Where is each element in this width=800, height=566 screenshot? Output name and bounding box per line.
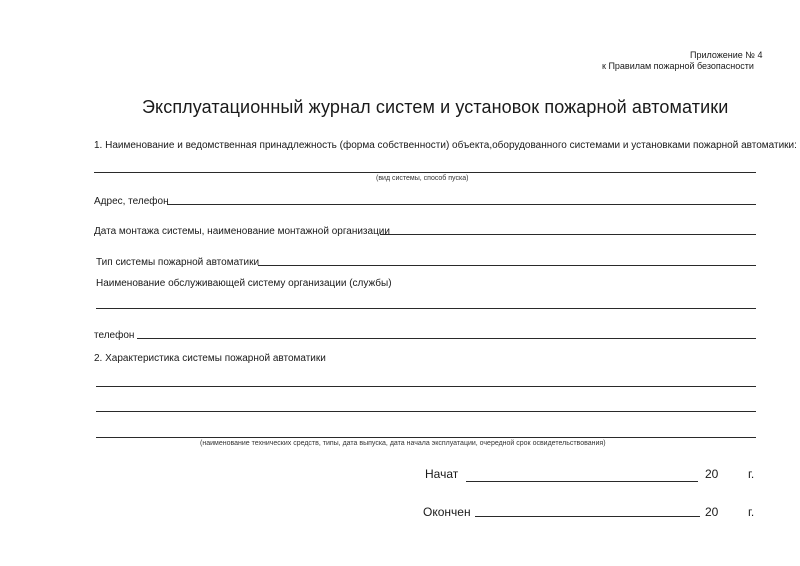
system-type-hint: (вид системы, способ пуска): [376, 175, 469, 182]
started-label: Начат: [425, 467, 459, 481]
characteristics-line-3[interactable]: [96, 437, 756, 438]
object-name-line[interactable]: [94, 172, 756, 173]
service-org-line[interactable]: [96, 308, 756, 309]
appendix-label: Приложение № 4: [690, 50, 763, 60]
started-year-prefix: 20: [705, 467, 719, 481]
ended-date-line[interactable]: [475, 516, 700, 517]
system-type-label: Тип системы пожарной автоматики: [96, 257, 260, 268]
started-date-line[interactable]: [466, 481, 698, 482]
section2-heading: 2. Характеристика системы пожарной автоматики: [94, 353, 326, 364]
section1-heading: 1. Наименование и ведомственная принадлежность (форма собственности) объекта,оборудованного системами и установками пожарной автоматики:: [94, 140, 797, 151]
phone-label: телефон: [94, 330, 135, 341]
ended-year-suffix: г.: [748, 505, 755, 519]
ended-year-prefix: 20: [705, 505, 719, 519]
system-type-line[interactable]: [258, 265, 756, 266]
install-line[interactable]: [380, 234, 756, 235]
characteristics-hint: (наименование технических средств, типы, дата выпуска, дата начала эксплуатации, очередной срок освидетельствования): [200, 440, 606, 447]
characteristics-line-2[interactable]: [96, 411, 756, 412]
ended-label: Окончен: [423, 505, 471, 519]
service-org-label: Наименование обслуживающей систему организации (службы): [96, 278, 392, 289]
phone-line[interactable]: [137, 338, 756, 339]
address-line[interactable]: [167, 204, 756, 205]
install-label: Дата монтажа системы, наименование монтажной организации: [94, 226, 390, 237]
appendix-sub-label: к Правилам пожарной безопасности: [602, 61, 754, 71]
page-title: Эксплуатационный журнал систем и установок пожарной автоматики: [142, 97, 729, 117]
started-year-suffix: г.: [748, 467, 755, 481]
address-label: Адрес, телефон: [94, 196, 169, 207]
characteristics-line-1[interactable]: [96, 386, 756, 387]
